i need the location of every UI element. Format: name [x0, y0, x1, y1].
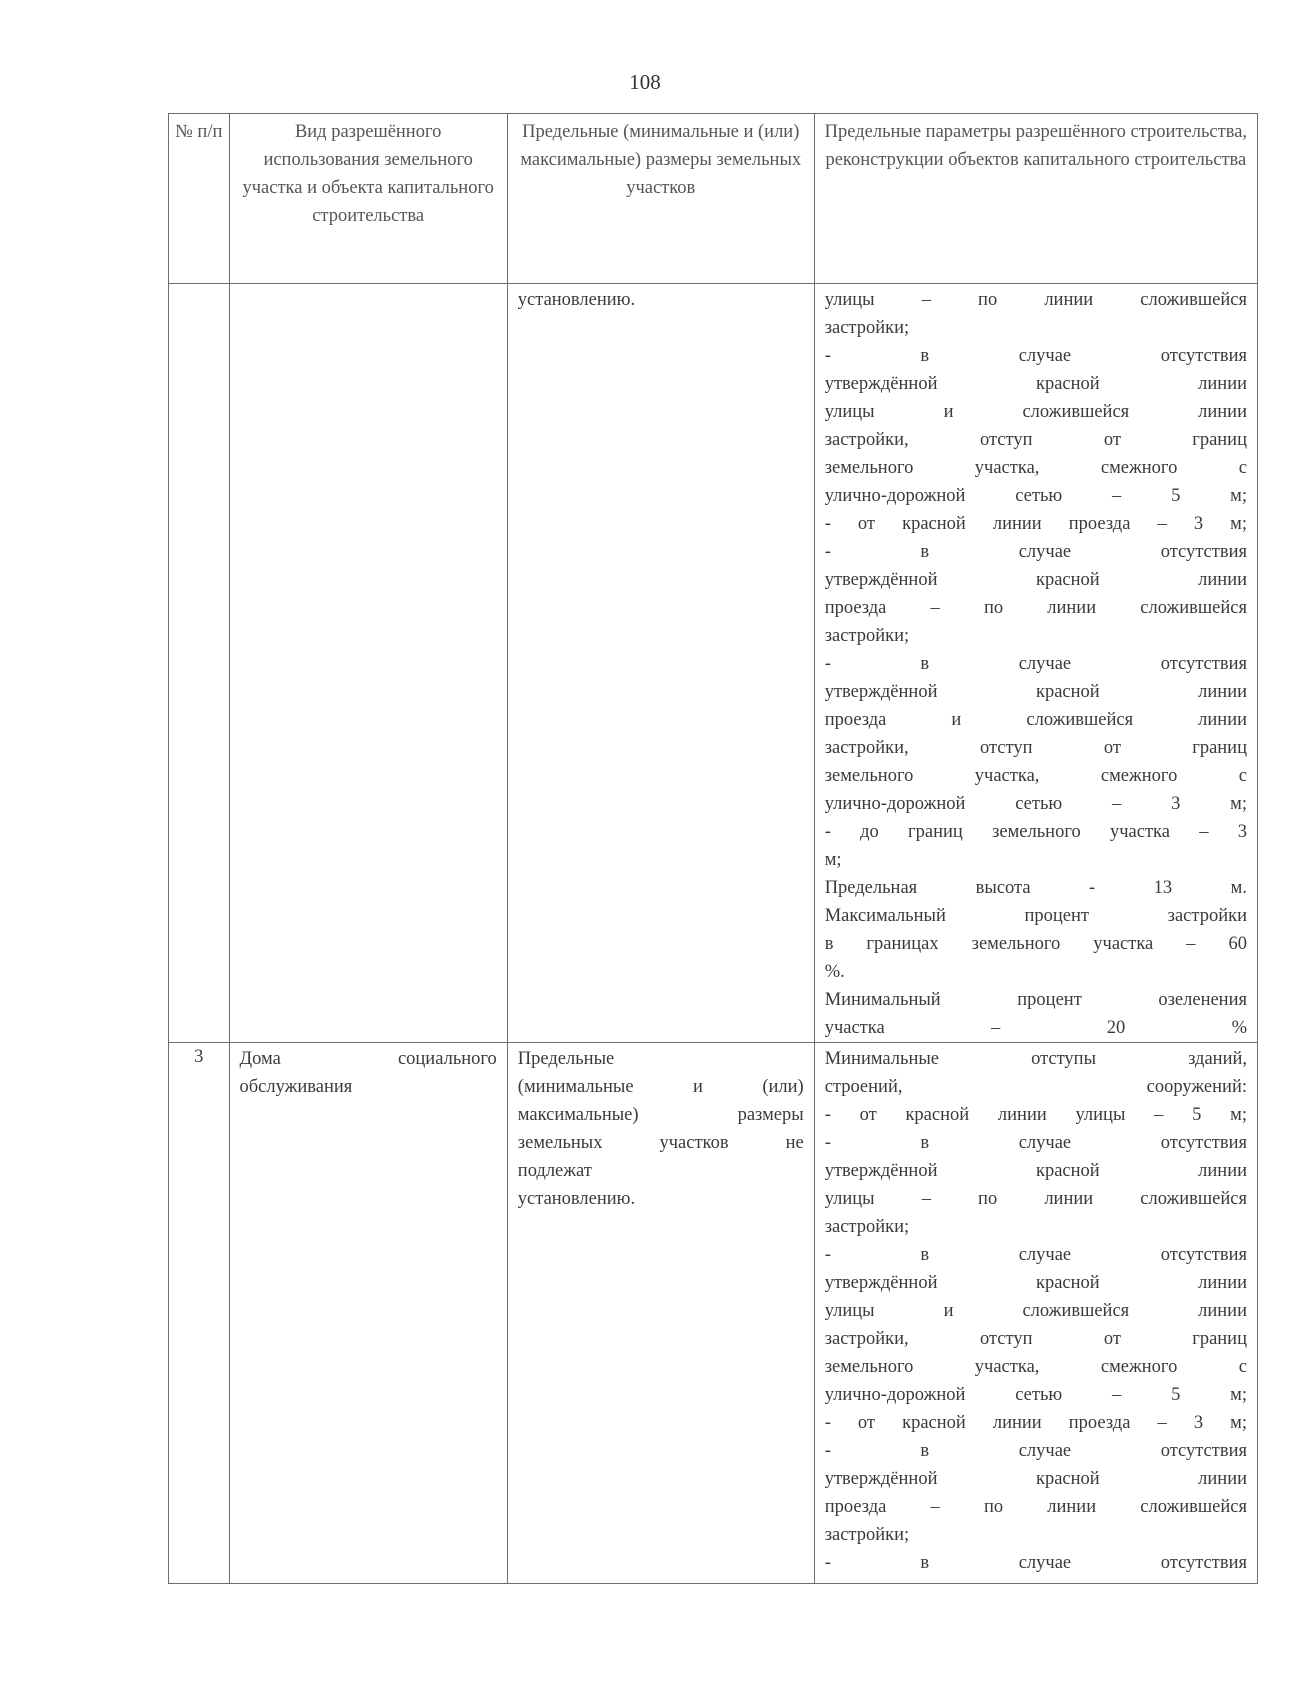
text-line: Минимальные отступы зданий,	[824, 1049, 1247, 1069]
text-line: утверждённой красной линии	[824, 374, 1247, 394]
text-line: проезда – по линии сложившейся	[824, 598, 1247, 618]
params-lines	[815, 284, 1257, 1042]
header-plot-size	[507, 114, 814, 284]
text-line: застройки, отступ от границ	[824, 738, 1247, 758]
params-lines	[815, 1043, 1257, 1577]
header-number-text: № п/п	[175, 122, 223, 142]
text-line: Максимальный процент застройки	[824, 906, 1247, 926]
text-line: улично-дорожной сетью – 5 м;	[824, 1385, 1247, 1405]
text-line: улицы – по линии сложившейся	[824, 1189, 1247, 1209]
header-params	[814, 114, 1257, 284]
text-line: - в случае отсутствия	[824, 542, 1247, 562]
plot-size-cell	[507, 1043, 814, 1584]
plot-size-lines	[508, 1043, 814, 1213]
header-use-type	[229, 114, 507, 284]
plot-size-lines	[508, 284, 814, 314]
text-line: проезда и сложившейся линии	[824, 710, 1247, 730]
text-line: улицы и сложившейся линии	[824, 1301, 1247, 1321]
text-line: - в случае отсутствия	[824, 1441, 1247, 1461]
text-line: улицы и сложившейся линии	[824, 402, 1247, 422]
text-line: %.	[824, 962, 845, 982]
text-line: Минимальный процент озеленения	[824, 990, 1247, 1010]
text-line: подлежат	[517, 1161, 592, 1181]
use-type-cell	[229, 1043, 507, 1584]
use-type-cell	[229, 284, 507, 1043]
text-line: - от красной линии улицы – 5 м;	[824, 1105, 1247, 1125]
row-number-cell: 3	[169, 1043, 230, 1584]
text-line: установлению.	[517, 1189, 636, 1209]
zoning-regulations-table	[168, 113, 1258, 1584]
text-line: застройки;	[824, 626, 910, 646]
header-params-text: Предельные параметры разрешённого строительства, реконструкции объектов капитального строительства	[824, 122, 1248, 170]
text-line: строений, сооружений:	[824, 1077, 1247, 1097]
text-line: Предельные	[517, 1049, 615, 1069]
text-line: улично-дорожной сетью – 3 м;	[824, 794, 1247, 814]
text-line: застройки;	[824, 1217, 910, 1237]
header-use-type-text: Вид разрешённого использования земельного участка и объекта капитального строительства	[242, 122, 494, 226]
text-line: - от красной линии проезда – 3 м;	[824, 514, 1247, 534]
params-cell	[814, 284, 1257, 1043]
params-cell	[814, 1043, 1257, 1584]
text-line: - в случае отсутствия	[824, 1553, 1247, 1573]
text-line: улично-дорожной сетью – 5 м;	[824, 486, 1247, 506]
text-line: утверждённой красной линии	[824, 1469, 1247, 1489]
table-row	[169, 284, 1258, 1043]
page-number: 108	[629, 70, 661, 94]
table-row	[169, 1043, 1258, 1584]
text-line: - в случае отсутствия	[824, 654, 1247, 674]
text-line: утверждённой красной линии	[824, 682, 1247, 702]
text-line: - в случае отсутствия	[824, 1245, 1247, 1265]
header-number	[169, 114, 230, 284]
text-line: застройки, отступ от границ	[824, 430, 1247, 450]
text-line: утверждённой красной линии	[824, 570, 1247, 590]
text-line: м;	[824, 850, 842, 870]
text-line: - до границ земельного участка – 3	[824, 822, 1247, 842]
text-line: Предельная высота - 13 м.	[824, 878, 1247, 898]
text-line: проезда – по линии сложившейся	[824, 1497, 1247, 1517]
text-line: утверждённой красной линии	[824, 1273, 1247, 1293]
text-line: в границах земельного участка – 60	[824, 934, 1247, 954]
text-line: установлению.	[517, 290, 636, 310]
use-type-lines	[230, 1043, 507, 1101]
plot-size-cell	[507, 284, 814, 1043]
text-line: улицы – по линии сложившейся	[824, 290, 1247, 310]
text-line: застройки;	[824, 318, 910, 338]
text-line: застройки, отступ от границ	[824, 1329, 1247, 1349]
text-line: - от красной линии проезда – 3 м;	[824, 1413, 1247, 1433]
header-plot-size-text: Предельные (минимальные и (или) максимальные) размеры земельных участков	[520, 122, 802, 198]
text-line: земельного участка, смежного с	[824, 1357, 1247, 1377]
text-line: утверждённой красной линии	[824, 1161, 1247, 1181]
text-line: (минимальные и (или)	[517, 1077, 804, 1097]
text-line: - в случае отсутствия	[824, 346, 1247, 366]
table-header-row	[169, 114, 1258, 284]
text-line: земельного участка, смежного с	[824, 458, 1247, 478]
text-line: участка – 20 %	[824, 1018, 1247, 1038]
text-line: земельного участка, смежного с	[824, 766, 1247, 786]
text-line: - в случае отсутствия	[824, 1133, 1247, 1153]
text-line: Дома социального	[239, 1049, 497, 1069]
text-line: земельных участков не	[517, 1133, 804, 1153]
text-line: застройки;	[824, 1525, 910, 1545]
row-number-cell	[169, 284, 230, 1043]
text-line: максимальные) размеры	[517, 1105, 804, 1125]
text-line: обслуживания	[239, 1077, 353, 1097]
